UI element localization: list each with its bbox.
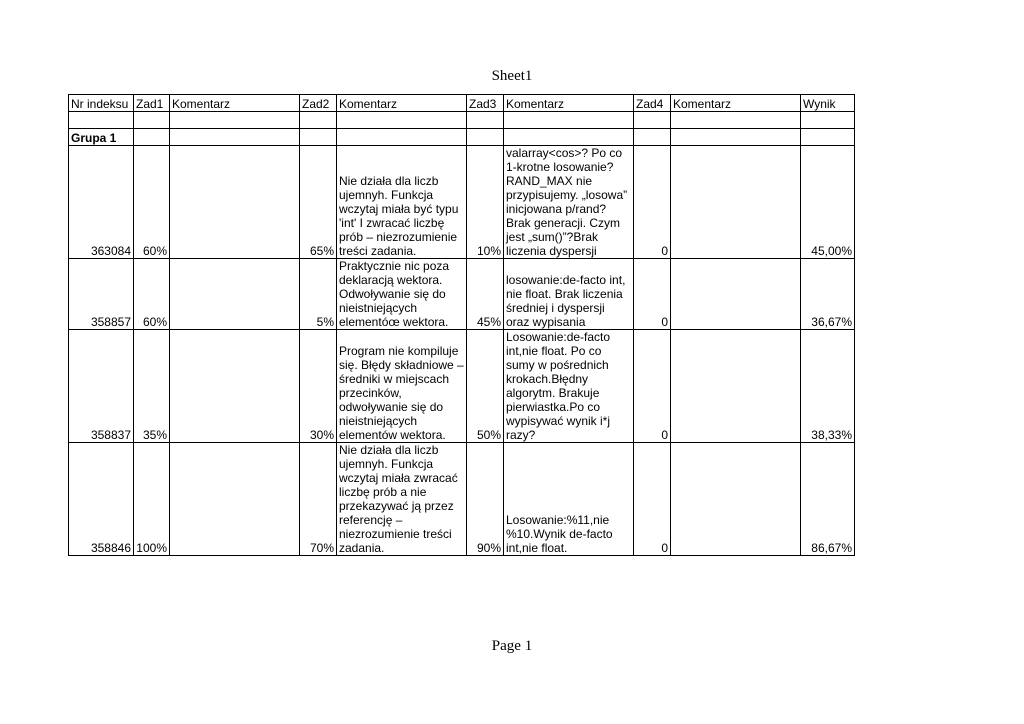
- blank-row: [69, 112, 855, 129]
- cell-zad2[interactable]: 30%: [300, 330, 337, 443]
- cell-index[interactable]: 358857: [69, 259, 134, 330]
- header-zad4[interactable]: Zad4: [634, 95, 671, 112]
- table-row: [69, 330, 855, 443]
- cell-wynik[interactable]: 86,67%: [801, 443, 855, 556]
- cell-zad4[interactable]: 0: [634, 443, 671, 556]
- header-komentarz-3[interactable]: Komentarz: [504, 95, 634, 112]
- cell-wynik[interactable]: 38,33%: [801, 330, 855, 443]
- cell-zad2[interactable]: 65%: [300, 146, 337, 259]
- cell-zad3[interactable]: 50%: [467, 330, 504, 443]
- empty-cell[interactable]: [170, 129, 300, 146]
- cell-komentarz-3[interactable]: Losowanie:de-facto int,nie float. Po co sumy w pośrednich krokach.Błędny algorytm. Brakuje pierwiastka.Po co wypisywać wynik i*j razy?: [504, 330, 634, 443]
- cell-index[interactable]: 363084: [69, 146, 134, 259]
- empty-cell[interactable]: [134, 129, 170, 146]
- page-footer: Page 1: [491, 638, 533, 654]
- cell-zad2[interactable]: 70%: [300, 443, 337, 556]
- empty-cell[interactable]: [170, 112, 300, 129]
- empty-cell[interactable]: [671, 112, 801, 129]
- table-row: [69, 443, 855, 556]
- cell-zad3[interactable]: 45%: [467, 259, 504, 330]
- cell-komentarz-2[interactable]: Nie działa dla liczb ujemnyh. Funkcja wczytaj miała być typu 'int' I zwracać liczbę prób – niezrozumienie treści zadania.: [337, 146, 467, 259]
- cell-komentarz-2[interactable]: Praktycznie nic poza deklaracją wektora. Odwoływanie się do nieistniejących elementóœ wektora.: [337, 259, 467, 330]
- cell-komentarz-1[interactable]: [170, 330, 300, 443]
- group-row: [69, 129, 855, 146]
- header-komentarz-4[interactable]: Komentarz: [671, 95, 801, 112]
- cell-komentarz-4[interactable]: [671, 146, 801, 259]
- empty-cell[interactable]: [634, 129, 671, 146]
- empty-cell[interactable]: [634, 112, 671, 129]
- empty-cell[interactable]: [467, 112, 504, 129]
- empty-cell[interactable]: [467, 129, 504, 146]
- header-zad3[interactable]: Zad3: [467, 95, 504, 112]
- header-komentarz-1[interactable]: Komentarz: [170, 95, 300, 112]
- empty-cell[interactable]: [300, 112, 337, 129]
- cell-komentarz-1[interactable]: [170, 146, 300, 259]
- table-row: [69, 146, 855, 259]
- cell-komentarz-3[interactable]: Losowanie:%11,nie %10.Wynik de-facto int,nie float.: [504, 443, 634, 556]
- empty-cell[interactable]: [504, 129, 634, 146]
- header-wynik[interactable]: Wynik: [801, 95, 855, 112]
- empty-cell[interactable]: [671, 129, 801, 146]
- cell-index[interactable]: 358846: [69, 443, 134, 556]
- cell-index[interactable]: 358837: [69, 330, 134, 443]
- cell-wynik[interactable]: 45,00%: [801, 146, 855, 259]
- cell-komentarz-2[interactable]: Program nie kompiluje się. Błędy składniowe – średniki w miejscach przecinków, odwoływanie się do nieistniejących elementów wektora.: [337, 330, 467, 443]
- empty-cell[interactable]: [337, 112, 467, 129]
- cell-zad4[interactable]: 0: [634, 259, 671, 330]
- empty-cell[interactable]: [134, 112, 170, 129]
- cell-komentarz-4[interactable]: [671, 259, 801, 330]
- cell-zad1[interactable]: 60%: [134, 259, 170, 330]
- empty-cell[interactable]: [801, 112, 855, 129]
- cell-komentarz-4[interactable]: [671, 443, 801, 556]
- header-row: [69, 95, 855, 112]
- cell-zad1[interactable]: 100%: [134, 443, 170, 556]
- cell-zad2[interactable]: 5%: [300, 259, 337, 330]
- empty-cell[interactable]: [69, 112, 134, 129]
- cell-komentarz-1[interactable]: [170, 259, 300, 330]
- cell-komentarz-1[interactable]: [170, 443, 300, 556]
- header-zad1[interactable]: Zad1: [134, 95, 170, 112]
- header-komentarz-2[interactable]: Komentarz: [337, 95, 467, 112]
- cell-komentarz-4[interactable]: [671, 330, 801, 443]
- cell-wynik[interactable]: 36,67%: [801, 259, 855, 330]
- cell-komentarz-3[interactable]: valarray<cos>? Po co 1-krotne losowanie? RAND_MAX nie przypisujemy. „losowa” inicjowana p/rand? Brak generacji. Czym jest „sum()”?Brak liczenia dyspersji: [504, 146, 634, 259]
- sheet-title: Sheet1: [491, 68, 533, 84]
- cell-zad3[interactable]: 10%: [467, 146, 504, 259]
- group-label[interactable]: Grupa 1: [69, 129, 134, 146]
- cell-zad1[interactable]: 60%: [134, 146, 170, 259]
- cell-komentarz-3[interactable]: losowanie:de-facto int, nie float. Brak liczenia średniej i dyspersji oraz wypisania: [504, 259, 634, 330]
- cell-zad1[interactable]: 35%: [134, 330, 170, 443]
- cell-komentarz-2[interactable]: Nie działa dla liczb ujemnyh. Funkcja wczytaj miała zwracać liczbę prób a nie przekazywać ją przez referencję – niezrozumienie treści zadania.: [337, 443, 467, 556]
- empty-cell[interactable]: [300, 129, 337, 146]
- cell-zad4[interactable]: 0: [634, 146, 671, 259]
- empty-cell[interactable]: [337, 129, 467, 146]
- cell-zad3[interactable]: 90%: [467, 443, 504, 556]
- header-zad2[interactable]: Zad2: [300, 95, 337, 112]
- empty-cell[interactable]: [504, 112, 634, 129]
- cell-zad4[interactable]: 0: [634, 330, 671, 443]
- grades-table: [68, 94, 855, 556]
- empty-cell[interactable]: [801, 129, 855, 146]
- table-row: [69, 259, 855, 330]
- header-nr-indeksu[interactable]: Nr indeksu: [69, 95, 134, 112]
